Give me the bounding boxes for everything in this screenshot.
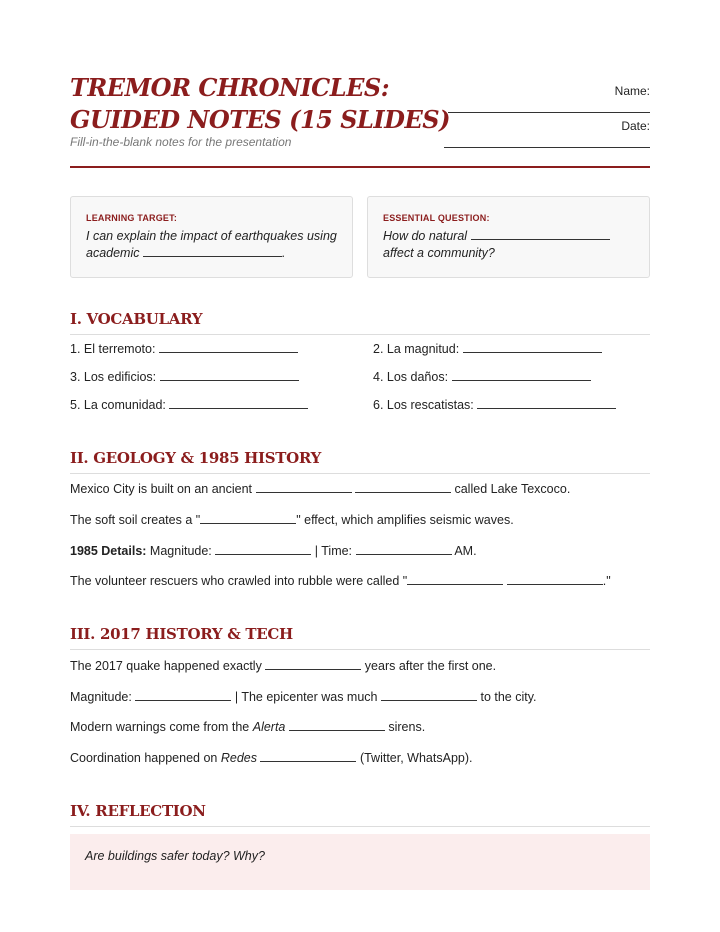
geology-line-2 <box>70 513 514 527</box>
text: (Twitter, WhatsApp). <box>359 751 473 765</box>
fill-blank[interactable] <box>355 482 451 493</box>
reflection-section <box>70 802 650 827</box>
italic-term: Alerta <box>252 720 286 734</box>
vocab-blank[interactable] <box>160 370 299 381</box>
vocab-term: 3. Los edificios: <box>70 370 157 384</box>
name-field[interactable] <box>448 112 650 113</box>
header-divider <box>70 166 650 168</box>
fill-blank[interactable] <box>507 574 603 585</box>
history-line-1 <box>70 659 496 673</box>
text: ." <box>602 574 611 588</box>
text: The 2017 quake happened exactly <box>70 659 262 673</box>
fill-blank[interactable] <box>260 751 356 762</box>
essential-question-blank[interactable] <box>471 229 610 240</box>
text: AM. <box>454 544 477 558</box>
geology-line-3 <box>70 544 477 558</box>
vocab-item <box>373 342 602 356</box>
text: Coordination happened on <box>70 751 218 765</box>
date-field[interactable] <box>444 147 650 148</box>
vocab-term: 4. Los daños: <box>373 370 449 384</box>
history-line-2 <box>70 690 537 704</box>
fill-blank[interactable] <box>289 720 385 731</box>
fill-blank[interactable] <box>407 574 503 585</box>
essential-question-label: ESSENTIAL QUESTION: <box>383 213 490 223</box>
geology-line-1 <box>70 482 570 496</box>
text: Modern warnings come from the <box>70 720 250 734</box>
italic-term: Redes <box>220 751 257 765</box>
essential-question-text-start: How do natural <box>383 229 468 243</box>
page-subtitle: Fill-in-the-blank notes for the presentation <box>70 135 292 149</box>
text: | Time: <box>314 544 353 558</box>
history-line-4 <box>70 751 472 765</box>
learning-target-label: LEARNING TARGET: <box>86 213 178 223</box>
fill-blank[interactable] <box>381 690 477 701</box>
essential-question-box <box>367 196 650 278</box>
learning-target-box <box>70 196 353 278</box>
bold-label: 1985 Details: <box>70 544 147 558</box>
vocab-blank[interactable] <box>463 342 602 353</box>
essential-question-text-end: affect a community? <box>383 246 495 260</box>
text: years after the first one. <box>364 659 497 673</box>
essential-question-text <box>383 228 635 262</box>
text: Magnitude: <box>70 690 132 704</box>
vocab-term: 5. La comunidad: <box>70 398 166 412</box>
fill-blank[interactable] <box>135 690 231 701</box>
text: The soft soil creates a " <box>70 513 201 527</box>
text: Mexico City is built on an ancient <box>70 482 253 496</box>
vocabulary-section <box>70 310 650 335</box>
learning-target-text-end: . <box>281 246 286 260</box>
learning-target-blank[interactable] <box>143 246 282 257</box>
name-date-box <box>440 82 650 152</box>
reflection-prompt: Are buildings safer today? Why? <box>85 849 265 863</box>
fill-blank[interactable] <box>215 544 311 555</box>
vocab-term: 1. El terremoto: <box>70 342 156 356</box>
text: | The epicenter was much <box>234 690 378 704</box>
vocab-term: 2. La magnitud: <box>373 342 460 356</box>
title-line-1: TREMOR CHRONICLES: <box>70 73 390 102</box>
text: called Lake Texcoco. <box>454 482 571 496</box>
reflection-heading: IV. REFLECTION <box>70 802 650 827</box>
fill-blank[interactable] <box>200 513 296 524</box>
text: sirens. <box>388 720 426 734</box>
date-label: Date: <box>621 119 650 133</box>
learning-target-text <box>86 228 338 262</box>
name-label: Name: <box>614 84 650 98</box>
vocab-item <box>373 398 616 412</box>
vocab-item <box>70 398 308 412</box>
reflection-box[interactable] <box>70 834 650 890</box>
vocab-term: 6. Los rescatistas: <box>373 398 474 412</box>
fill-blank[interactable] <box>356 544 452 555</box>
title-line-2: GUIDED NOTES (15 SLIDES) <box>70 105 450 134</box>
vocab-item <box>70 370 299 384</box>
history-line-3 <box>70 720 425 734</box>
vocab-blank[interactable] <box>477 398 616 409</box>
vocab-item <box>70 342 298 356</box>
text: " effect, which amplifies seismic waves. <box>296 513 514 527</box>
fill-blank[interactable] <box>256 482 352 493</box>
history-2017-section <box>70 625 650 650</box>
vocab-blank[interactable] <box>452 370 591 381</box>
learning-target-text-line2: academic <box>86 246 140 260</box>
fill-blank[interactable] <box>265 659 361 670</box>
geology-line-4 <box>70 574 611 588</box>
vocabulary-heading: I. VOCABULARY <box>70 310 650 335</box>
page-header <box>70 72 650 168</box>
vocab-item <box>373 370 591 384</box>
geology-section <box>70 449 650 474</box>
geology-heading: II. GEOLOGY & 1985 HISTORY <box>70 449 650 474</box>
vocab-blank[interactable] <box>169 398 308 409</box>
vocab-blank[interactable] <box>159 342 298 353</box>
text: Magnitude: <box>149 544 212 558</box>
text: to the city. <box>480 690 537 704</box>
learning-target-text-start: I can explain the impact of earthquakes using <box>86 229 337 243</box>
history-2017-heading: III. 2017 HISTORY & TECH <box>70 625 650 650</box>
text: The volunteer rescuers who crawled into rubble were called " <box>70 574 408 588</box>
